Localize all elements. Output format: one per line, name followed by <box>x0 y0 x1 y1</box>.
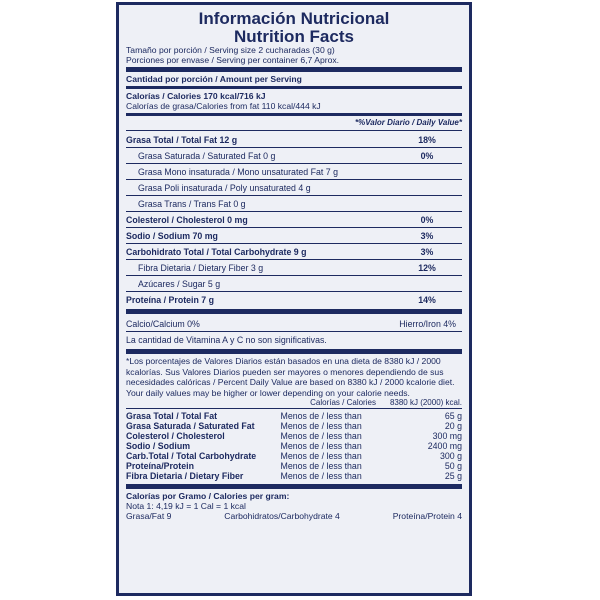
nutrient-row <box>126 148 462 164</box>
divider <box>126 113 462 116</box>
divider <box>126 309 462 314</box>
nutrient-name: Carbohidrato Total / Total Carbohydrate 9 g <box>126 246 307 257</box>
nutrient-row <box>126 132 462 148</box>
vitamins-note: La cantidad de Vitamina A y C no son significativas. <box>126 334 327 345</box>
nutrient-percent: 14% <box>418 294 436 305</box>
limit-value: 50 g <box>444 461 462 471</box>
nutrient-row <box>126 244 462 260</box>
servings-per-container: Porciones por envase / Serving per container 6,7 Aprox. <box>126 55 340 65</box>
nutrient-name: Grasa Total / Total Fat 12 g <box>126 134 238 145</box>
nutrient-label: Grasa Saturada / Saturated Fat <box>126 421 255 431</box>
nutrient-row <box>126 196 462 212</box>
divider <box>126 484 462 489</box>
limit-value: 20 g <box>444 421 462 431</box>
divider <box>126 67 462 72</box>
limit-label: Menos de / less than <box>280 471 362 481</box>
minerals-row <box>126 316 462 332</box>
title-english: Nutrition Facts <box>234 27 354 46</box>
nutrient-percent: 12% <box>418 262 436 273</box>
divider <box>126 349 462 354</box>
limit-value: 300 g <box>439 451 462 461</box>
nutrient-row <box>126 212 462 228</box>
limit-label: Menos de / less than <box>280 441 362 451</box>
nutrient-label: Proteína/Protein <box>126 461 194 471</box>
nutrient-name: Fibra Dietaria / Dietary Fiber 3 g <box>138 262 264 273</box>
limit-label: Menos de / less than <box>280 461 362 471</box>
nutrient-percent: 0% <box>420 214 434 225</box>
calorie-header-value: 8380 kJ (2000) kcal. <box>389 398 462 407</box>
calories: Calorías / Calories 170 kcal/716 kJ <box>126 91 266 101</box>
fat-per-gram: Grasa/Fat 9 <box>126 511 172 521</box>
note-1: Nota 1: 4,19 kJ = 1 Cal = 1 kcal <box>126 501 246 511</box>
nutrient-percent: 3% <box>420 246 434 257</box>
limit-value: 300 mg <box>432 431 462 441</box>
calorie-header <box>126 398 462 409</box>
nutrient-label: Grasa Total / Total Fat <box>126 411 218 421</box>
daily-value-table <box>126 411 462 481</box>
nutrient-name: Grasa Mono insaturada / Mono unsaturated Fat 7 g <box>138 166 339 177</box>
nutrient-row <box>126 164 462 180</box>
per-gram-values <box>126 511 462 522</box>
divider <box>126 130 462 131</box>
footnote: *Los porcentajes de Valores Diarios están basados en una dieta de 8380 kJ / 2000 kcalorías. Sus Valores Diarios pueden ser mayores o menores dependiendo de sus necesidades calóricas / Percent Daily Value are based on 8380 kJ / 2000 kcalorie diet. Your daily values may be higher or lower depending on your calorie needs. <box>126 356 455 398</box>
calcium: Calcio/Calcium 0% <box>126 318 200 329</box>
nutrient-row <box>126 276 462 292</box>
daily-value-header: *%Valor Diario / Daily Value* <box>354 118 462 127</box>
nutrient-name: Grasa Saturada / Saturated Fat 0 g <box>138 150 276 161</box>
title-spanish: Información Nutricional <box>198 9 390 28</box>
nutrient-percent: 0% <box>420 150 434 161</box>
nutrient-name: Proteína / Protein 7 g <box>126 294 214 305</box>
protein-per-gram: Proteína/Protein 4 <box>392 511 462 521</box>
nutrition-facts-label <box>116 2 472 596</box>
amount-per-serving: Cantidad por porción / Amount per Serving <box>126 74 302 84</box>
serving-size: Tamaño por porción / Serving size 2 cucharadas (30 g) <box>126 45 335 55</box>
calorie-header-label: Calorías / Calories <box>310 398 376 407</box>
limit-value: 65 g <box>444 411 462 421</box>
daily-value-table-row <box>126 441 462 451</box>
calories-per-gram: Calorías por Gramo / Calories per gram: <box>126 491 290 501</box>
nutrient-row <box>126 260 462 276</box>
nutrient-row <box>126 292 462 307</box>
limit-label: Menos de / less than <box>280 451 362 461</box>
iron: Hierro/Iron 4% <box>399 318 456 329</box>
daily-value-table-row <box>126 451 462 461</box>
nutrient-name: Colesterol / Cholesterol 0 mg <box>126 214 248 225</box>
nutrient-percent: 18% <box>418 134 436 145</box>
carb-per-gram: Carbohidratos/Carbohydrate 4 <box>224 511 340 521</box>
nutrient-label: Sodio / Sodium <box>126 441 191 451</box>
nutrient-row <box>126 228 462 244</box>
limit-value: 25 g <box>444 471 462 481</box>
daily-value-table-row <box>126 411 462 421</box>
nutrient-label: Carb.Total / Total Carbohydrate <box>126 451 257 461</box>
limit-label: Menos de / less than <box>280 421 362 431</box>
calories-from-fat: Calorías de grasa/Calories from fat 110 kcal/444 kJ <box>126 101 321 111</box>
daily-value-table-row <box>126 421 462 431</box>
daily-value-table-row <box>126 461 462 471</box>
daily-value-table-row <box>126 471 462 481</box>
nutrient-name: Sodio / Sodium 70 mg <box>126 230 218 241</box>
nutrient-percent: 3% <box>420 230 434 241</box>
nutrient-name: Grasa Trans / Trans Fat 0 g <box>138 198 246 209</box>
limit-label: Menos de / less than <box>280 411 362 421</box>
nutrient-rows <box>126 132 462 307</box>
nutrient-row <box>126 180 462 196</box>
daily-value-table-row <box>126 431 462 441</box>
limit-label: Menos de / less than <box>280 431 362 441</box>
divider <box>126 86 462 89</box>
nutrient-label: Colesterol / Cholesterol <box>126 431 225 441</box>
nutrient-label: Fibra Dietaria / Dietary Fiber <box>126 471 244 481</box>
nutrient-name: Grasa Poli insaturada / Poly unsaturated 4 g <box>138 182 311 193</box>
limit-value: 2400 mg <box>427 441 462 451</box>
nutrient-name: Azúcares / Sugar 5 g <box>138 278 221 289</box>
